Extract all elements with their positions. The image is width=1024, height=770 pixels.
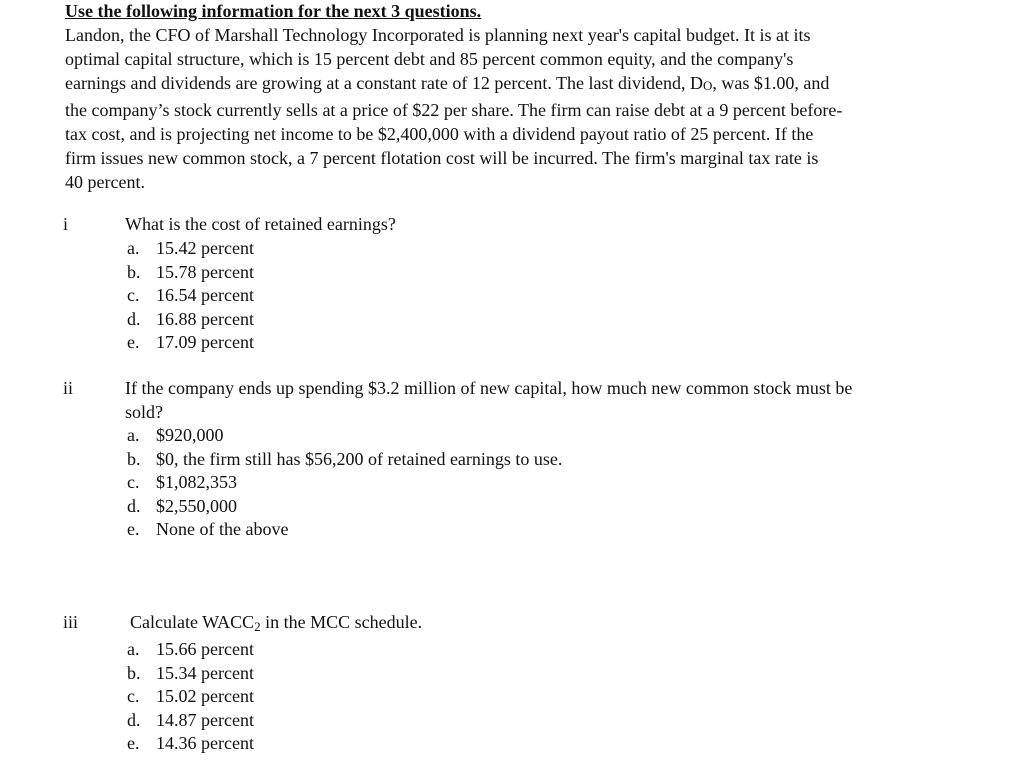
question-text-suffix: in the MCC schedule.: [260, 612, 423, 632]
option-letter: b.: [127, 448, 141, 469]
question-text-prefix: Calculate WACC: [130, 612, 255, 632]
answer-option[interactable]: [127, 709, 254, 733]
answer-option[interactable]: [127, 284, 254, 308]
option-text: 16.54 percent: [156, 285, 254, 305]
option-letter: b.: [127, 261, 141, 282]
intro-line: tax cost, and is projecting net income to be $2,400,000 with a dividend payout ratio of 25 percent. If the: [65, 124, 814, 144]
question-text-line: sold?: [125, 401, 163, 422]
option-letter: d.: [127, 308, 141, 329]
answer-option[interactable]: [127, 237, 254, 261]
option-letter: c.: [127, 686, 140, 706]
question-text: What is the cost of retained earnings?: [125, 214, 396, 234]
option-letter: c.: [127, 472, 140, 492]
option-text: $2,550,000: [156, 495, 237, 516]
option-letter: a.: [127, 238, 140, 258]
answer-option[interactable]: [127, 448, 562, 472]
option-text: 14.36 percent: [156, 733, 254, 753]
question-number: i: [63, 214, 69, 234]
question-number: iii: [63, 612, 79, 632]
option-text: $920,000: [156, 425, 224, 445]
question-number: ii: [63, 378, 74, 398]
answer-options: [127, 424, 562, 542]
answer-options: [127, 237, 254, 355]
question-text: [125, 377, 955, 424]
option-text: 15.78 percent: [156, 261, 254, 282]
option-letter: e.: [127, 733, 140, 753]
answer-option[interactable]: [127, 424, 562, 448]
option-text: 16.88 percent: [156, 308, 254, 329]
option-letter: c.: [127, 285, 140, 305]
option-letter: e.: [127, 332, 140, 352]
dividend-subscript: O: [702, 78, 713, 93]
answer-option[interactable]: [127, 261, 254, 285]
intro-paragraph: [65, 23, 965, 194]
option-text: 15.34 percent: [156, 662, 254, 683]
option-text: $0, the firm still has $56,200 of retained earnings to use.: [156, 448, 563, 469]
question-text-line: If the company ends up spending $3.2 million of new capital, how much new common stock must be: [125, 378, 853, 398]
answer-option[interactable]: [127, 331, 254, 355]
question-text: [130, 611, 960, 639]
option-text: 15.66 percent: [156, 639, 254, 659]
answer-option[interactable]: [127, 471, 562, 495]
wacc-subscript: 2: [254, 619, 261, 634]
answer-option[interactable]: [127, 662, 254, 686]
intro-line: Landon, the CFO of Marshall Technology Incorporated is planning next year's capital budget. It is at its: [65, 25, 811, 45]
intro-line: optimal capital structure, which is 15 percent debt and 85 percent common equity, and the company's: [65, 49, 794, 69]
intro-line: 40 percent.: [65, 172, 145, 192]
answer-option[interactable]: [127, 685, 254, 709]
section-heading: Use the following information for the next 3 questions.: [65, 1, 482, 21]
answer-option[interactable]: [127, 518, 562, 542]
intro-line: [65, 71, 965, 98]
answer-option[interactable]: [127, 495, 562, 519]
answer-option[interactable]: [127, 308, 254, 332]
option-letter: a.: [127, 425, 140, 445]
option-letter: a.: [127, 639, 140, 659]
intro-line: the company’s stock currently sells at a price of $22 per share. The firm can raise debt at a 9 percent before-: [65, 100, 843, 120]
intro-line: firm issues new common stock, a 7 percent flotation cost will be incurred. The firm's marginal tax rate is: [65, 148, 819, 168]
option-letter: b.: [127, 662, 141, 683]
option-text: $1,082,353: [156, 472, 237, 492]
option-letter: e.: [127, 519, 140, 539]
option-text: 15.42 percent: [156, 238, 254, 258]
answer-options: [127, 638, 254, 756]
option-text: 15.02 percent: [156, 686, 254, 706]
answer-option[interactable]: [127, 732, 254, 756]
intro-line-tail: , was $1.00, and: [712, 73, 830, 93]
option-letter: d.: [127, 709, 141, 730]
answer-option[interactable]: [127, 638, 254, 662]
option-text: None of the above: [156, 519, 289, 539]
intro-line-text: earnings and dividends are growing at a constant rate of 12 percent. The last dividend, D: [65, 73, 703, 93]
option-text: 14.87 percent: [156, 709, 254, 730]
option-text: 17.09 percent: [156, 332, 254, 352]
option-letter: d.: [127, 495, 141, 516]
